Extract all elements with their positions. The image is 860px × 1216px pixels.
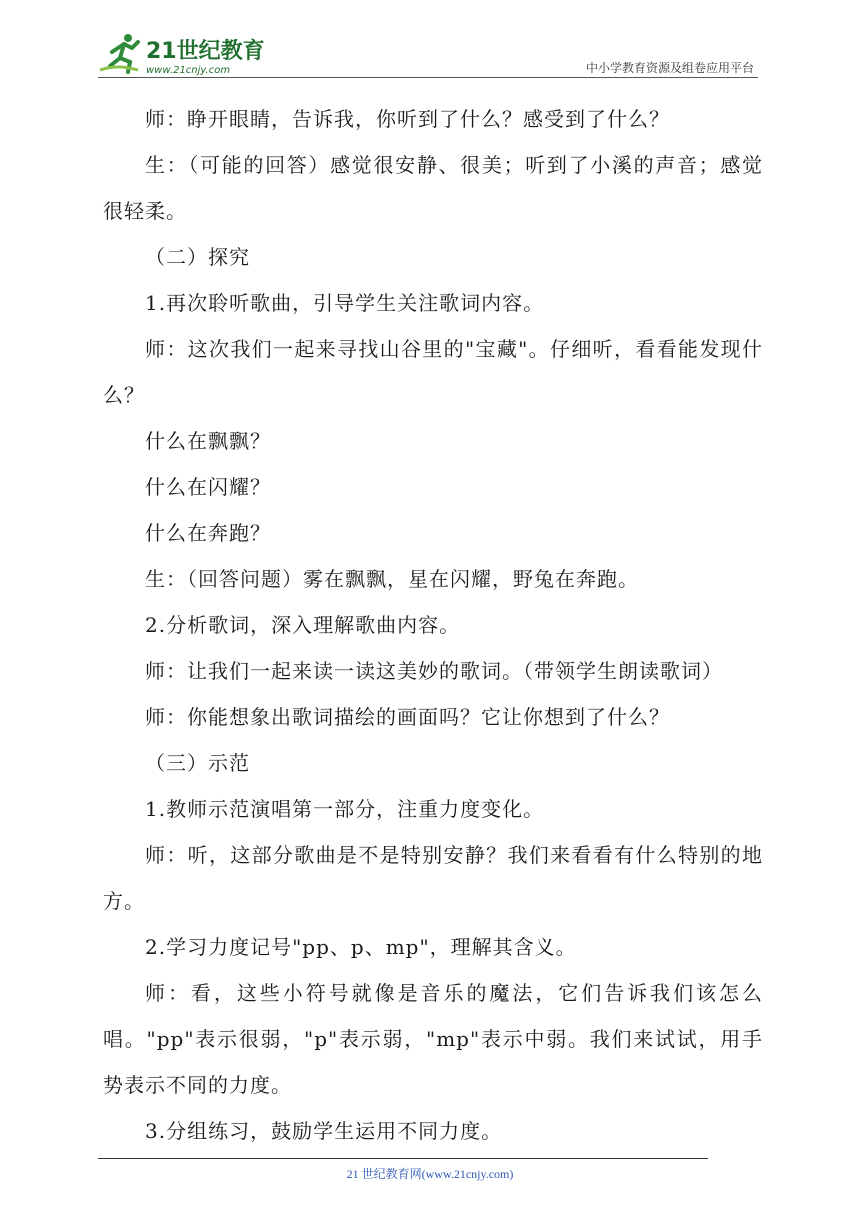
logo-text: 21世纪教育 xyxy=(146,39,265,64)
paragraph: 生：（可能的回答）感觉很安静、很美；听到了小溪的声音；感觉很轻柔。 xyxy=(103,153,763,223)
paragraph: 2.学习力度记号"pp、p、mp"，理解其含义。 xyxy=(145,935,577,959)
header-tagline: 中小学教育资源及组卷应用平台 xyxy=(585,61,754,75)
paragraph: 什么在闪耀？ xyxy=(145,475,271,499)
paragraph: 生：（回答问题）雾在飘飘，星在闪耀，野兔在奔跑。 xyxy=(145,567,639,591)
paragraph: 1.教师示范演唱第一部分，注重力度变化。 xyxy=(145,797,545,821)
paragraph: 2.分析歌词，深入理解歌曲内容。 xyxy=(145,613,461,637)
paragraph: 师：这次我们一起来寻找山谷里的"宝藏"。仔细听，看看能发现什么？ xyxy=(103,337,763,407)
paragraph: 师：看，这些小符号就像是音乐的魔法，它们告诉我们该怎么唱。"pp"表示很弱，"p"表示弱，"mp"表示中弱。我们来试试，用手势表示不同的力度。 xyxy=(103,981,763,1097)
footer-divider xyxy=(98,1158,708,1159)
paragraph: 师：你能想象出歌词描绘的画面吗？它让你想到了什么？ xyxy=(145,705,670,729)
paragraph: 什么在奔跑？ xyxy=(145,521,271,545)
document-body xyxy=(103,96,763,1154)
runner-logo-icon xyxy=(98,30,268,78)
paragraph: 3.分组练习，鼓励学生运用不同力度。 xyxy=(145,1119,503,1143)
footer-link[interactable]: 21 世纪教育网(www.21cnjy.com) xyxy=(346,1167,514,1181)
paragraph: 师：听，这部分歌曲是不是特别安静？我们来看看有什么特别的地方。 xyxy=(103,843,763,913)
paragraph: 什么在飘飘？ xyxy=(145,429,271,453)
site-logo[interactable] xyxy=(98,30,268,78)
logo-url: www.21cnjy.com xyxy=(146,65,231,76)
section-heading: （三）示范 xyxy=(145,751,250,775)
section-heading: （二）探究 xyxy=(145,245,250,269)
header-divider xyxy=(98,77,758,78)
paragraph: 师：睁开眼睛，告诉我，你听到了什么？感受到了什么？ xyxy=(145,107,670,131)
page-header xyxy=(98,30,758,80)
paragraph: 师：让我们一起来读一读这美妙的歌词。（带领学生朗读歌词） xyxy=(145,659,723,683)
paragraph: 1.再次聆听歌曲，引导学生关注歌词内容。 xyxy=(145,291,545,315)
